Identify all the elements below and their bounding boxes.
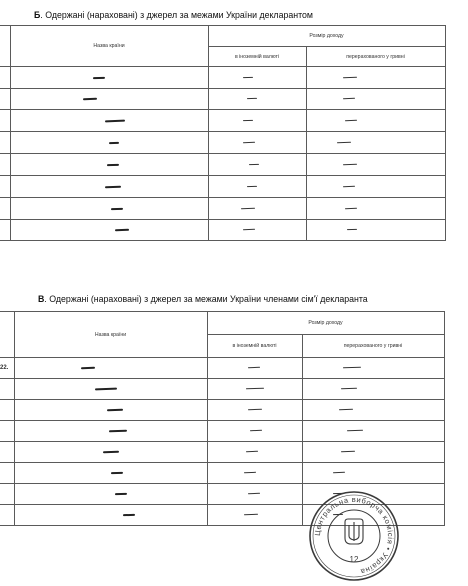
table-row: [0, 89, 445, 110]
foreign-currency-cell: [207, 421, 302, 442]
foreign-currency-cell: [207, 505, 302, 526]
handwritten-dash: [249, 430, 261, 432]
handwritten-dash: [110, 472, 122, 474]
handwritten-dash: [342, 164, 356, 166]
handwritten-dash: [340, 451, 354, 453]
foreign-currency-cell: [208, 110, 306, 132]
income-size-header: Розмір доходу: [207, 312, 444, 335]
foreign-currency-cell: [207, 463, 302, 484]
country-name-header: Назва країни: [14, 312, 207, 358]
section-v-letter: В: [38, 294, 45, 304]
handwritten-dash: [94, 388, 116, 391]
row-number-header: [0, 312, 14, 358]
row-marker: [0, 89, 10, 110]
row-marker: 22.: [0, 358, 14, 379]
country-cell: [14, 421, 207, 442]
handwritten-dash: [240, 208, 254, 210]
handwritten-dash: [104, 185, 120, 188]
country-cell: [14, 400, 207, 421]
row-marker: [0, 220, 10, 241]
handwritten-dash: [106, 409, 122, 412]
handwritten-dash: [245, 388, 263, 390]
country-cell: [14, 505, 207, 526]
handwritten-dash: [246, 186, 256, 188]
foreign-currency-cell: [207, 358, 302, 379]
uah-cell: [302, 358, 444, 379]
handwritten-dash: [342, 77, 356, 79]
table-row: [0, 67, 445, 89]
uah-cell: [302, 379, 444, 400]
foreign-currency-cell: [207, 379, 302, 400]
row-marker: [0, 154, 10, 176]
income-size-header: Розмір доходу: [208, 26, 445, 47]
foreign-currency-cell: [208, 220, 306, 241]
row-marker: [0, 484, 14, 505]
handwritten-dash: [242, 77, 252, 79]
handwritten-dash: [247, 409, 261, 411]
foreign-currency-cell: [208, 154, 306, 176]
section-b-title: . Одержані (нараховані) з джерел за межами України декларантом: [40, 10, 313, 20]
country-cell: [10, 67, 208, 89]
seal-graphic: [308, 490, 400, 582]
handwritten-dash: [342, 98, 354, 100]
table-row: [0, 176, 445, 198]
country-cell: [14, 358, 207, 379]
country-cell: [10, 154, 208, 176]
section-b-table: [0, 25, 446, 241]
handwritten-dash: [344, 208, 356, 210]
handwritten-dash: [80, 367, 94, 369]
foreign-currency-cell: [208, 198, 306, 220]
row-marker: [0, 176, 10, 198]
row-marker: [0, 505, 14, 526]
country-cell: [10, 176, 208, 198]
row-marker: [0, 463, 14, 484]
table-row: [0, 400, 444, 421]
handwritten-dash: [242, 229, 254, 231]
row-marker: [0, 421, 14, 442]
handwritten-dash: [108, 141, 118, 143]
row-marker: [0, 132, 10, 154]
uah-cell: [306, 132, 445, 154]
uah-cell: [302, 442, 444, 463]
handwritten-dash: [114, 229, 128, 231]
handwritten-dash: [82, 98, 96, 100]
handwritten-dash: [108, 430, 126, 433]
foreign-currency-cell: [207, 400, 302, 421]
section-v-title: . Одержані (нараховані) з джерел за межами України членами сім'ї декларанта: [44, 294, 368, 304]
country-cell: [10, 132, 208, 154]
row-marker: [0, 198, 10, 220]
uah-cell: [306, 67, 445, 89]
country-cell: [10, 89, 208, 110]
handwritten-dash: [110, 207, 122, 209]
handwritten-dash: [346, 229, 356, 231]
table-row: [0, 421, 444, 442]
handwritten-dash: [247, 493, 259, 495]
handwritten-dash: [243, 472, 255, 474]
country-cell: [10, 220, 208, 241]
foreign-currency-cell: [208, 89, 306, 110]
handwritten-dash: [332, 472, 344, 474]
uah-cell: [306, 176, 445, 198]
table-row: [0, 442, 444, 463]
handwritten-dash: [346, 430, 362, 432]
section-v-heading: [38, 294, 368, 304]
handwritten-dash: [342, 186, 354, 188]
country-cell: [14, 379, 207, 400]
seal-number: 12: [349, 555, 359, 564]
row-marker: [0, 67, 10, 89]
handwritten-dash: [246, 98, 256, 100]
foreign-currency-cell: [207, 442, 302, 463]
row-marker: [0, 379, 14, 400]
foreign-currency-cell: [208, 132, 306, 154]
uah-cell: [302, 421, 444, 442]
foreign-currency-header: в іноземній валюті: [208, 47, 306, 67]
uah-header: перерахованого у гривні: [302, 335, 444, 358]
handwritten-dash: [245, 451, 257, 453]
uah-header: перерахованого у гривні: [306, 47, 445, 67]
handwritten-dash: [242, 142, 254, 144]
table-row: [0, 379, 444, 400]
uah-cell: [306, 220, 445, 241]
foreign-currency-header: в іноземній валюті: [207, 335, 302, 358]
country-cell: [14, 442, 207, 463]
seal-ring-text: Центральна виборча комісія • Україна: [312, 494, 396, 577]
handwritten-dash: [342, 367, 360, 369]
handwritten-dash: [242, 120, 252, 122]
row-marker: [0, 400, 14, 421]
handwritten-dash: [106, 163, 118, 165]
country-cell: [10, 110, 208, 132]
country-cell: [14, 484, 207, 505]
handwritten-dash: [340, 388, 356, 390]
foreign-currency-cell: [207, 484, 302, 505]
country-cell: [14, 463, 207, 484]
uah-cell: [306, 89, 445, 110]
table-row: [0, 110, 445, 132]
handwritten-dash: [247, 367, 259, 369]
handwritten-dash: [344, 120, 356, 122]
handwritten-dash: [243, 514, 257, 516]
table-row: [0, 220, 445, 241]
foreign-currency-cell: [208, 176, 306, 198]
uah-cell: [306, 110, 445, 132]
country-name-header: Назва країни: [10, 26, 208, 67]
country-cell: [10, 198, 208, 220]
uah-cell: [302, 400, 444, 421]
handwritten-dash: [122, 514, 134, 516]
handwritten-dash: [102, 451, 118, 454]
row-marker: [0, 110, 10, 132]
row-number-header: [0, 26, 10, 67]
trident-emblem: [345, 519, 363, 544]
row-marker: [0, 442, 14, 463]
foreign-currency-cell: [208, 67, 306, 89]
handwritten-dash: [104, 119, 124, 122]
handwritten-dash: [338, 409, 352, 411]
handwritten-dash: [114, 493, 126, 495]
table-row: [0, 358, 444, 379]
uah-cell: [302, 463, 444, 484]
table-row: [0, 154, 445, 176]
handwritten-dash: [92, 76, 104, 78]
uah-cell: [306, 198, 445, 220]
handwritten-dash: [248, 164, 258, 166]
section-b-letter: Б: [34, 10, 41, 20]
uah-cell: [306, 154, 445, 176]
section-b-heading: [34, 10, 313, 20]
official-seal: [308, 490, 400, 582]
table-row: [0, 463, 444, 484]
handwritten-dash: [336, 142, 350, 144]
table-row: [0, 132, 445, 154]
table-row: [0, 198, 445, 220]
